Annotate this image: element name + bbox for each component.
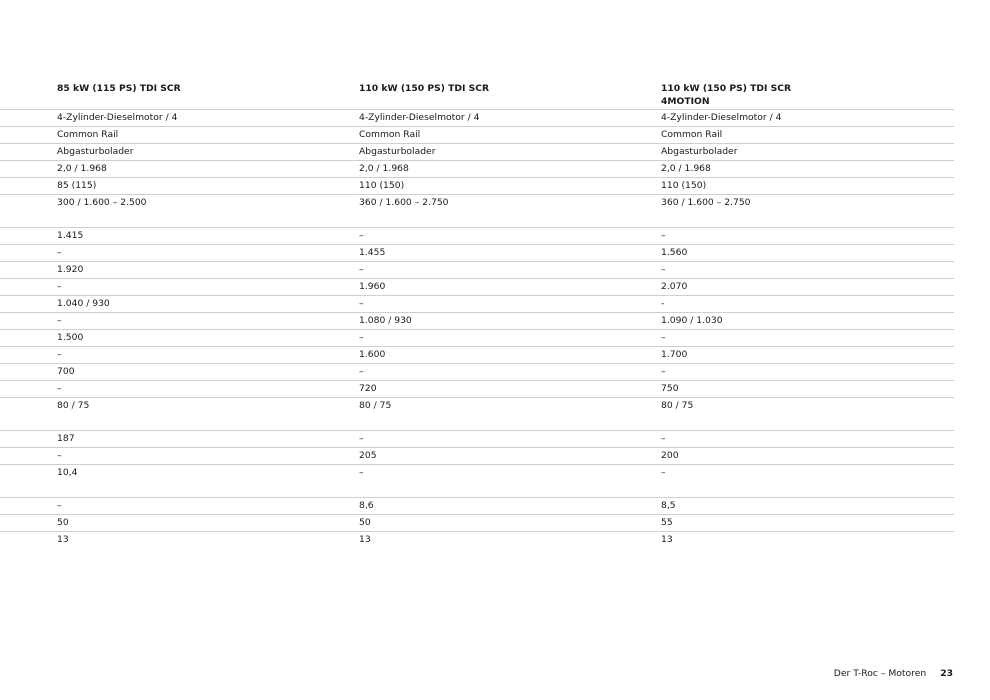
table-cell: 50 bbox=[57, 517, 69, 528]
table-cell: – bbox=[57, 383, 62, 394]
table-cell: 1.500 bbox=[57, 332, 84, 343]
table-cell: 205 bbox=[359, 450, 377, 461]
table-cell: – bbox=[359, 433, 364, 444]
table-cell: 2,0 / 1.968 bbox=[661, 163, 711, 174]
table-cell: – bbox=[57, 247, 62, 258]
table-cell: 4-Zylinder-Dieselmotor / 4 bbox=[57, 112, 178, 123]
table-cell: 110 (150) bbox=[359, 180, 405, 191]
table-cell: 700 bbox=[57, 366, 75, 377]
table-cell: 720 bbox=[359, 383, 377, 394]
table-cell: 8,6 bbox=[359, 500, 374, 511]
table-cell: Abgasturbolader bbox=[57, 146, 134, 157]
page-number: 23 bbox=[940, 668, 953, 679]
page-footer bbox=[834, 668, 953, 679]
table-cell: 1.920 bbox=[57, 264, 84, 275]
column-header-3 bbox=[661, 82, 861, 108]
table-cell: – bbox=[661, 264, 666, 275]
table-cell: 13 bbox=[57, 534, 69, 545]
table-row bbox=[0, 515, 954, 532]
table-cell: 200 bbox=[661, 450, 679, 461]
table-row bbox=[0, 245, 954, 262]
table-cell: 1.700 bbox=[661, 349, 688, 360]
table-row bbox=[0, 498, 954, 515]
table-row bbox=[0, 398, 954, 431]
table-cell: 360 / 1.600 – 2.750 bbox=[661, 197, 751, 208]
table-cell: 13 bbox=[359, 534, 371, 545]
table-cell: 750 bbox=[661, 383, 679, 394]
table-row bbox=[0, 448, 954, 465]
table-cell: 85 (115) bbox=[57, 180, 97, 191]
table-row bbox=[0, 161, 954, 178]
table-cell: – bbox=[57, 349, 62, 360]
table-row bbox=[0, 110, 954, 127]
table-row bbox=[0, 381, 954, 398]
table-row bbox=[0, 127, 954, 144]
footer-title: Der T-Roc – Motoren bbox=[833, 668, 927, 679]
table-cell: 1.455 bbox=[359, 247, 386, 258]
table-row bbox=[0, 262, 954, 279]
table-row bbox=[0, 195, 954, 228]
table-cell: Abgasturbolader bbox=[359, 146, 436, 157]
table-cell: – bbox=[359, 467, 364, 478]
table-cell: 2,0 / 1.968 bbox=[359, 163, 409, 174]
column-header-2: 110 kW (150 PS) TDI SCR bbox=[359, 83, 490, 94]
table-cell: 50 bbox=[359, 517, 371, 528]
table-row bbox=[0, 178, 954, 195]
table-cell: – bbox=[57, 281, 62, 292]
table-cell: – bbox=[359, 366, 364, 377]
table-row bbox=[0, 465, 954, 498]
table-cell: 1.040 / 930 bbox=[57, 298, 110, 309]
table-cell: 2.070 bbox=[661, 281, 688, 292]
table-cell: – bbox=[661, 366, 666, 377]
table-cell: 110 (150) bbox=[661, 180, 707, 191]
table-cell: 1.415 bbox=[57, 230, 84, 241]
table-cell: Abgasturbolader bbox=[661, 146, 738, 157]
table-cell: Common Rail bbox=[359, 129, 421, 140]
table-cell: 80 / 75 bbox=[661, 400, 694, 411]
table-cell: 300 / 1.600 – 2.500 bbox=[57, 197, 147, 208]
table-cell: – bbox=[359, 264, 364, 275]
table-cell: – bbox=[661, 332, 666, 343]
column-header-1: 85 kW (115 PS) TDI SCR bbox=[57, 83, 181, 94]
table-row bbox=[0, 431, 954, 448]
table-cell: - bbox=[661, 298, 665, 309]
table-row bbox=[0, 144, 954, 161]
table-row bbox=[0, 364, 954, 381]
table-row bbox=[0, 330, 954, 347]
table-cell: 4-Zylinder-Dieselmotor / 4 bbox=[661, 112, 782, 123]
spec-table bbox=[0, 79, 954, 548]
table-row bbox=[0, 279, 954, 296]
table-cell: – bbox=[661, 433, 666, 444]
table-row bbox=[0, 532, 954, 548]
table-cell: – bbox=[661, 467, 666, 478]
table-cell: Common Rail bbox=[661, 129, 723, 140]
table-header bbox=[0, 79, 954, 110]
table-cell: 1.960 bbox=[359, 281, 386, 292]
table-cell: – bbox=[359, 230, 364, 241]
table-cell: 360 / 1.600 – 2.750 bbox=[359, 197, 449, 208]
table-cell: Common Rail bbox=[57, 129, 119, 140]
table-cell: 55 bbox=[661, 517, 673, 528]
table-cell: 1.560 bbox=[661, 247, 688, 258]
table-cell: – bbox=[57, 315, 62, 326]
table-cell: 187 bbox=[57, 433, 75, 444]
table-cell: 8,5 bbox=[661, 500, 676, 511]
table-row bbox=[0, 228, 954, 245]
table-cell: 1.090 / 1.030 bbox=[661, 315, 723, 326]
column-header-3-line: 110 kW (150 PS) TDI SCR 4MOTION bbox=[661, 83, 792, 107]
table-body bbox=[0, 110, 954, 548]
table-cell: – bbox=[57, 500, 62, 511]
table-row bbox=[0, 296, 954, 313]
table-cell: – bbox=[359, 298, 364, 309]
table-cell: – bbox=[661, 230, 666, 241]
table-cell: 80 / 75 bbox=[359, 400, 392, 411]
table-cell: 1.600 bbox=[359, 349, 386, 360]
table-cell: 2,0 / 1.968 bbox=[57, 163, 107, 174]
table-cell: – bbox=[57, 450, 62, 461]
table-cell: 80 / 75 bbox=[57, 400, 90, 411]
table-row bbox=[0, 313, 954, 330]
table-row bbox=[0, 347, 954, 364]
table-cell: 1.080 / 930 bbox=[359, 315, 412, 326]
table-cell: 10,4 bbox=[57, 467, 78, 478]
table-cell: – bbox=[359, 332, 364, 343]
table-cell: 13 bbox=[661, 534, 673, 545]
table-cell: 4-Zylinder-Dieselmotor / 4 bbox=[359, 112, 480, 123]
